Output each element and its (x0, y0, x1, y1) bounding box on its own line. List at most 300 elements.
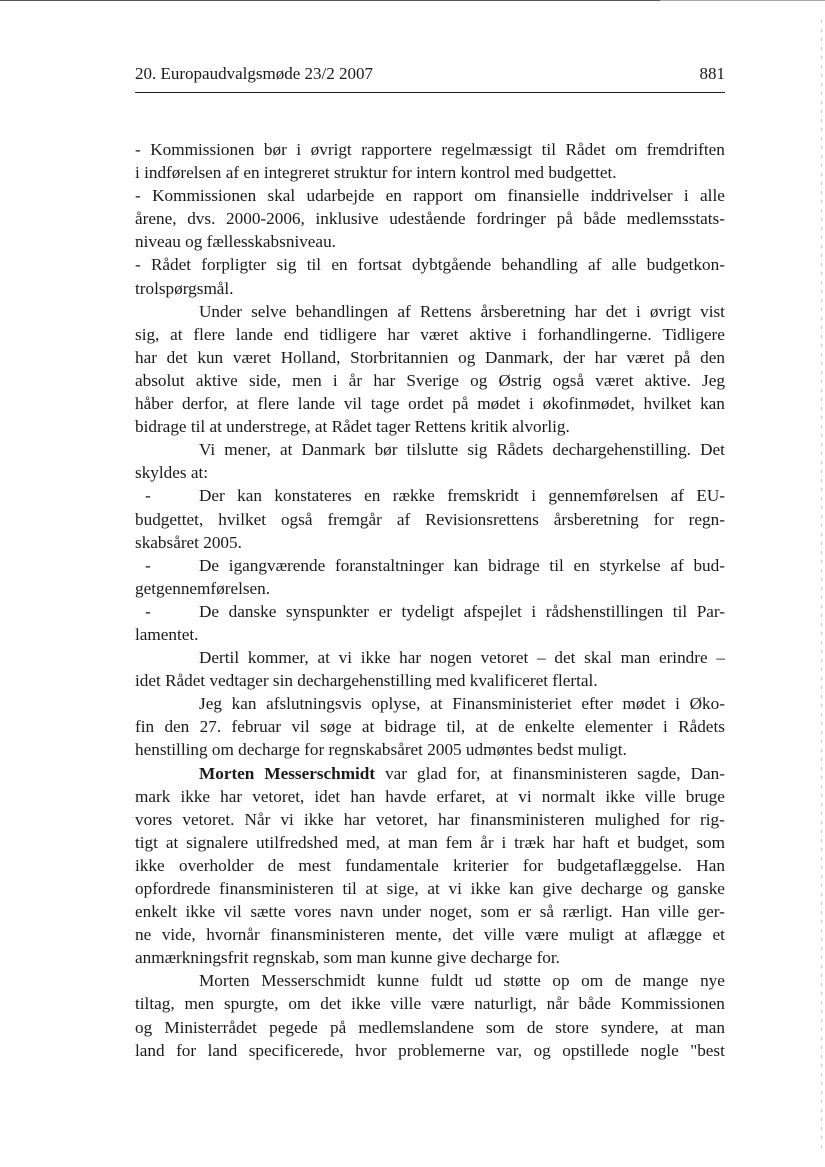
word: været (626, 347, 665, 367)
word: inklusive (315, 209, 379, 229)
line-content: anmærkningsfrit regnskab, som man kunne give decharge for. (135, 948, 560, 968)
word: rapportere (361, 140, 432, 159)
text-line (135, 785, 725, 808)
word: lande (297, 394, 336, 414)
word: sagde, (637, 763, 681, 783)
text-line (135, 184, 725, 207)
justified-line (135, 184, 725, 207)
word: noget, (429, 902, 473, 922)
word: rådshenstillingen (545, 601, 664, 621)
word: for, (456, 763, 481, 783)
word: synspunkter (285, 601, 370, 621)
word: fundamentale (345, 855, 439, 875)
word: håber (135, 394, 174, 414)
word: problemerne (398, 1040, 485, 1060)
word: - (135, 186, 141, 206)
word: har (220, 786, 243, 806)
word: vist (700, 301, 725, 321)
word: erindre (658, 648, 708, 668)
word: alle (700, 186, 725, 206)
word: træk (514, 832, 545, 852)
word: den (164, 717, 190, 737)
word: vil (343, 394, 362, 414)
word: når (546, 994, 569, 1014)
word: årene, (135, 209, 177, 229)
justified-line (135, 831, 725, 854)
word: aktive (195, 370, 238, 390)
word: har (437, 809, 460, 829)
text-line (135, 992, 725, 1015)
word: på (674, 347, 691, 367)
word: EU- (696, 486, 725, 506)
word: på (329, 1017, 347, 1037)
word: hvilket (218, 509, 266, 529)
word: var (385, 763, 408, 783)
word: ville (645, 786, 676, 806)
word: vetoret. (182, 809, 235, 829)
word: mark (135, 786, 171, 806)
word: – (716, 648, 725, 668)
word: finansministeren (219, 879, 334, 898)
word: Han (696, 855, 725, 875)
text-line (135, 738, 725, 761)
word: fuldt (430, 971, 464, 991)
word: danske (228, 601, 277, 621)
word: syndere, (600, 1017, 659, 1037)
justified-line (135, 1016, 725, 1039)
page-number: 881 (699, 64, 725, 83)
text-line (135, 461, 725, 484)
word: - (135, 255, 141, 275)
speaker-name: Messerschmidt (264, 763, 376, 783)
word: i (531, 486, 536, 506)
justified-line (135, 923, 725, 946)
word: muligt (569, 925, 614, 945)
word: at (165, 832, 179, 852)
word: en (331, 255, 348, 275)
word: vetoret, (252, 786, 305, 806)
word: det (452, 925, 474, 945)
word: ikke (360, 648, 391, 668)
word: De (199, 555, 220, 575)
word: mest (298, 855, 331, 875)
word: give (542, 879, 573, 898)
word: Finansministeriet (452, 694, 572, 714)
word: har (135, 347, 157, 367)
word: i (683, 186, 689, 206)
word: årsberetning (553, 509, 639, 529)
word: navn (339, 902, 374, 922)
word: være (430, 994, 465, 1014)
line-content: idet Rådet vedtager sin dechargehenstilling med kvalificeret flertal. (135, 671, 598, 691)
word: inddrivelser (590, 186, 673, 206)
word: - (135, 140, 141, 159)
line-content: bidrage til at understrege, at Rådet tager Rettens kritik alvorlig. (135, 417, 570, 437)
word: finansielle (507, 186, 580, 206)
word: hvilket (643, 394, 692, 414)
word: at (670, 1017, 684, 1037)
word: har (574, 301, 597, 321)
word: mange (642, 971, 689, 991)
word: i (662, 717, 668, 737)
word: været (232, 347, 272, 367)
word: behandling (501, 255, 578, 275)
word: bidrage (488, 555, 540, 575)
word: hvor (355, 1040, 387, 1060)
text-line (135, 346, 725, 369)
justified-line (135, 808, 725, 831)
word: Holland, (280, 347, 341, 367)
word: normalt (541, 786, 596, 806)
word: tydeligt (401, 601, 455, 621)
text-line (135, 715, 725, 738)
word: er (378, 601, 392, 621)
word: opstillede (562, 1040, 630, 1060)
word: vores (135, 809, 173, 829)
word: af (397, 301, 411, 321)
word: Østrig (498, 370, 542, 390)
word: at (490, 763, 503, 783)
word: økofinmødet, (542, 394, 635, 414)
word: kunne (376, 971, 419, 991)
word: om (615, 140, 638, 159)
word: idet (314, 786, 341, 806)
word: at (430, 694, 443, 714)
justified-line (135, 392, 725, 415)
word: budgettet, (135, 509, 204, 529)
word: øvrigt (310, 140, 352, 159)
word: oplyse, (371, 694, 421, 714)
word: om (288, 994, 311, 1014)
word: Storbritannien (350, 347, 449, 367)
text-line (135, 161, 725, 184)
text-line (135, 230, 725, 253)
justified-line (199, 484, 725, 507)
word: februar (231, 717, 282, 737)
word: han (350, 786, 376, 806)
document-body (135, 138, 725, 1062)
justified-line (199, 762, 725, 785)
line-content: skabsåret 2005. (135, 532, 242, 552)
word: overholder (178, 855, 254, 875)
word: øvrigt (649, 301, 691, 321)
text-line (135, 808, 725, 831)
text-line (135, 1016, 725, 1039)
word: en (573, 555, 590, 575)
line-content: henstilling om decharge for regnskabsåret 2005 udmøntes bedst muligt. (135, 740, 627, 760)
word: tiltag, (135, 994, 175, 1014)
word: har (594, 347, 617, 367)
bullet-dash: - (145, 555, 151, 575)
word: Dertil (199, 648, 240, 668)
speaker-name: Morten (199, 763, 255, 783)
word: skal (267, 186, 296, 206)
word: år (480, 832, 494, 852)
word: skal (584, 648, 612, 668)
word: nogen (429, 648, 472, 668)
word: enkelt (135, 902, 177, 922)
word: for (176, 1040, 197, 1060)
word: for (522, 855, 543, 875)
word: sætte (250, 902, 286, 922)
text-line (135, 831, 725, 854)
word: havde (385, 786, 427, 806)
justified-line (199, 692, 725, 715)
text-line (135, 369, 725, 392)
text-line (135, 692, 725, 715)
word: som (696, 832, 725, 852)
word: mente, (395, 925, 442, 945)
line-content: trolspørgsmål. (135, 278, 234, 298)
word: aktive. (644, 370, 691, 390)
text-line (135, 877, 725, 900)
word: de (526, 1017, 544, 1037)
word: haft (582, 832, 610, 852)
word: være (525, 925, 559, 945)
word: at (387, 832, 401, 852)
word: Under (199, 301, 242, 321)
word: udestående (389, 209, 466, 229)
word: som (486, 1017, 515, 1037)
word: også (280, 509, 313, 529)
word: de (267, 855, 285, 875)
word: bud- (693, 555, 725, 575)
word: 2000-2006, (226, 209, 305, 229)
word: Kommissionen (152, 186, 257, 206)
word: været (420, 324, 459, 344)
word: Ministerrådet (164, 1017, 257, 1037)
word: til (541, 140, 556, 159)
word: Dan- (690, 763, 725, 783)
word: men (184, 994, 215, 1014)
word: ikke (180, 786, 211, 806)
word: fremgår (327, 509, 382, 529)
header-rule (135, 92, 725, 93)
text-line (135, 923, 725, 946)
word: støtte (503, 971, 541, 991)
text-line (135, 508, 725, 531)
word: store (555, 1017, 589, 1037)
word: vil (223, 902, 242, 922)
word: medlemsstats- (626, 209, 725, 229)
word: har (343, 809, 366, 829)
word: til (342, 879, 357, 898)
word: ville (658, 902, 689, 922)
word: man (695, 1017, 725, 1037)
word: har (387, 324, 410, 344)
justified-line (135, 854, 725, 877)
word: at (317, 648, 330, 668)
word: en (364, 486, 381, 506)
text-line (135, 762, 725, 785)
word: tilslutte (406, 440, 459, 460)
word: – (537, 648, 546, 668)
word: end (283, 324, 309, 344)
justified-line (135, 253, 725, 276)
word: til (672, 601, 688, 621)
word: ville (390, 994, 422, 1014)
scan-top-edge (0, 0, 660, 1)
word: foranstaltninger (334, 555, 444, 575)
word: har (552, 832, 575, 852)
word: Rådet (565, 140, 606, 159)
scan-right-edge (821, 20, 822, 1150)
word: fin (135, 717, 155, 737)
text-line (135, 253, 725, 276)
word: finansministeren (470, 809, 585, 829)
word: dvs. (187, 209, 216, 229)
word: ordet (408, 394, 444, 414)
text-line (135, 554, 725, 577)
justified-line (135, 877, 725, 900)
word: Morten (199, 971, 250, 991)
word: Sverige (406, 370, 459, 390)
text-line (135, 646, 725, 669)
word: nogle (640, 1040, 679, 1060)
word: signalere (186, 832, 249, 852)
justified-line (135, 323, 725, 346)
word: Det (700, 440, 725, 460)
text-line (135, 577, 725, 600)
text-line (135, 484, 725, 507)
word: finansministeren (512, 763, 628, 783)
word: ikke (470, 879, 501, 898)
word: vil (291, 717, 310, 737)
word: at (475, 717, 488, 737)
word: til (549, 555, 564, 575)
word: igangværende (228, 555, 326, 575)
word: både (578, 994, 611, 1014)
word: Danmark, (485, 347, 554, 367)
word: fremdriften (646, 140, 725, 159)
word: tidligere (319, 324, 377, 344)
text-line (135, 969, 725, 992)
word: nye (700, 971, 725, 991)
word: til, (446, 717, 466, 737)
word: søge (319, 717, 352, 737)
justified-line (135, 715, 725, 738)
word: ikke (605, 786, 635, 806)
justified-line (135, 900, 725, 923)
word: har (373, 370, 396, 390)
word: rærligt. (562, 902, 613, 922)
justified-line (135, 207, 725, 230)
word: den (700, 347, 725, 367)
word: ganske (677, 879, 725, 898)
word: der (563, 347, 585, 367)
text-line (135, 438, 725, 461)
word: som (480, 902, 510, 922)
justified-line (199, 969, 725, 992)
word: afspejlet (463, 601, 522, 621)
word: i (675, 694, 680, 714)
justified-line (135, 346, 725, 369)
word: kriterier (453, 855, 509, 875)
word: tage (370, 394, 400, 414)
word: mødet (622, 694, 666, 714)
text-line (135, 207, 725, 230)
word: at (361, 717, 375, 737)
word: vetoret, (375, 809, 428, 829)
word: af (670, 555, 684, 575)
word: budget, (637, 832, 689, 852)
text-line (135, 138, 725, 161)
word: været (595, 370, 634, 390)
word: ikke (303, 809, 334, 829)
word: Rådet (150, 255, 192, 275)
word: for (653, 509, 674, 529)
word: behandlingen (295, 301, 389, 321)
word: en (385, 186, 402, 206)
word: i (522, 324, 527, 344)
word: gennemførelsen (548, 486, 659, 506)
word: Jeg (199, 694, 222, 714)
word: aflægge (647, 925, 702, 945)
word: lande (235, 324, 273, 344)
word: mener, (224, 440, 271, 460)
word: om (474, 186, 497, 206)
text-line (135, 669, 725, 692)
word: glad (417, 763, 447, 783)
word: dechargehenstilling. (552, 440, 691, 460)
word: opfordrede (135, 879, 211, 898)
word: med, (346, 832, 380, 852)
word: Jeg (702, 370, 725, 390)
word: ville (483, 925, 515, 945)
word: af (588, 255, 602, 275)
word: derfor, (181, 394, 228, 414)
word: og (470, 370, 488, 390)
scan-top-edge-faint (660, 0, 825, 1)
justified-line (135, 508, 725, 531)
word: i (501, 832, 507, 852)
text-line (135, 323, 725, 346)
word: Kommissionen (620, 994, 725, 1014)
word: at (170, 324, 183, 344)
word: ikke (135, 855, 165, 875)
word: absolut (135, 370, 185, 390)
word: kan (453, 555, 479, 575)
word: op (552, 971, 570, 991)
word: det (605, 301, 627, 321)
word: side, (248, 370, 281, 390)
word: fordringer (476, 209, 546, 229)
word: fortsat (357, 255, 402, 275)
word: at (495, 786, 509, 806)
line-content: niveau og fællesskabsniveau. (135, 232, 336, 252)
word: flere (257, 394, 290, 414)
line-content: i indførelsen af en integreret struktur for intern kontrol med budgettet. (135, 163, 617, 183)
word: sig, (135, 324, 160, 344)
word: land (135, 1040, 165, 1060)
word: Vi (199, 440, 216, 460)
line-content: skyldes at: (135, 463, 209, 483)
word: kun (197, 347, 224, 367)
text-line (135, 300, 725, 323)
word: række (392, 486, 435, 506)
word: på (452, 394, 469, 414)
word: så (539, 902, 555, 922)
word: de (614, 971, 631, 991)
word: at (427, 879, 440, 898)
justified-line (135, 369, 725, 392)
justified-line (199, 300, 725, 323)
word: specificerede, (248, 1040, 344, 1060)
word: i (531, 601, 537, 621)
word: Der (199, 486, 225, 506)
word: ud (474, 971, 492, 991)
word: "best (690, 1040, 725, 1060)
